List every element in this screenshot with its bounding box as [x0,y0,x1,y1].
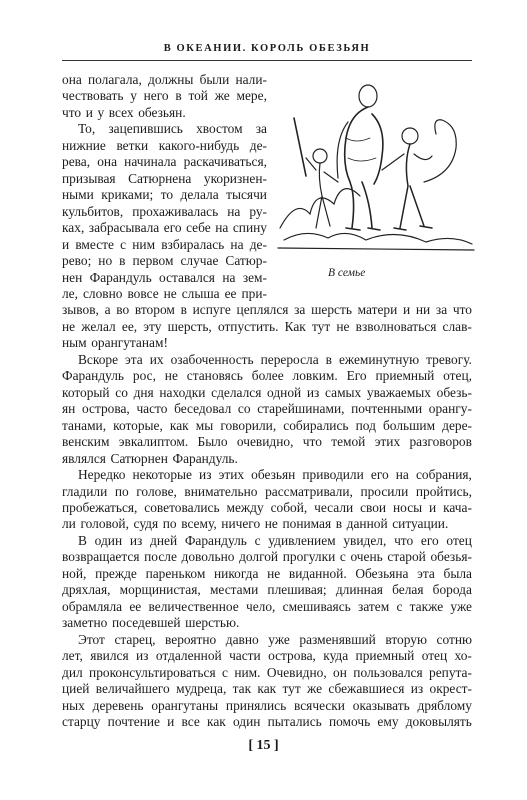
text-line: зывов, а во втором в испуге цеплялся за шерсть матери и ни за что [62,302,472,318]
running-header: В ОКЕАНИИ. КОРОЛЬ ОБЕЗЬЯН [163,43,371,54]
text-line: ян острова, часто беседовал со старейшинами, почтенными орангу- [62,401,472,417]
text-line: В один из дней Фарандуль с удивлением увидел, что его отец [78,532,472,548]
text-line: рево; но в первом случае Сатюр- [62,253,267,269]
text-line: нижние ветки какого-нибудь де- [62,137,267,153]
text-line: Этот старец, вероятно давно уже разменявший вторую сотню [78,631,472,647]
text-line: обрамляла ее величественное чело, смешиваясь затем с также уже [62,598,472,614]
text-line: Нередко некоторые из этих обезьян приводили его на собрания, [78,467,472,483]
page-number: [ 15 ] [248,738,279,753]
text-line: ли головой, судя по всему, ничего не понимая в данной ситуации. [62,516,449,532]
text-line: который со дня находки сделался одной из самых уважаемых обезь- [62,384,472,400]
monkeys-family-illustration [276,78,476,258]
text-line: кульбитов, прохаживалась на ру- [62,203,267,219]
text-line: заметно поседевшей шерстью. [62,615,240,631]
text-line: ле, словно вовсе не слыша ее при- [62,286,267,301]
text-line: дряхлая, морщинистая, местами плешивая; длинная белая борода [62,582,472,598]
text-line: танами, которые, как мы говорили, собирались под большим дере- [62,417,472,433]
text-line: старцу почтение и все как один пытались помочь ему доковылять [62,714,472,729]
text-line: цией величайшего мудреца, так как тут же сбежавшиеся из окрест- [62,681,472,697]
illustration-caption: В семье [328,267,366,279]
text-line: гладили по голове, внимательно рассматривали, просили пройтись, [62,483,472,499]
text-line: венским эвкалиптом. Было очевидно, что темой этих разговоров [62,434,472,450]
text-line: ной, прежде пареньком никогда не виданной. Обезьяна эта была [62,565,472,581]
text-line: ным орангутанам! [62,335,168,351]
text-line: лет, явился из отдаленной части острова, куда приемный отец хо- [62,648,472,664]
text-line: она полагала, должны были нали- [62,72,267,87]
header-rule [62,60,472,61]
text-line: рева, она начинала раскачиваться, [62,154,267,170]
text-line: что и у всех обезьян. [62,104,186,120]
text-line: являлся Сатюрнен Фарандуль. [62,450,238,466]
text-line: ными криками; то делала тысячи [62,187,267,203]
text-line: и вместе с ним взбиралась на де- [62,236,267,252]
text-line: Вскоре эта их озабоченность переросла в ежеминутную тревогу. [78,351,472,367]
text-line: дил проконсультироваться с ним. Очевидно, он пользовался репута- [62,664,472,680]
text-line: чествовать у него в той же мере, [62,88,267,104]
text-line: не желал ее, эту шерсть, отпустить. Как тут не взволноваться слав- [62,318,472,334]
text-line: призывая Сатюрнена укоризнен- [62,170,267,186]
text-line: То, зацепившись хвостом за [78,121,267,137]
text-line: пробежаться, советовались между собой, чесали свои носы и кача- [62,500,472,515]
text-line: нен Фарандуль оставался на зем- [62,269,267,285]
text-line: ных деревень орангутаны принялись всячески оказывать дряблому [62,697,472,713]
text-line: возвращается после довольно долгой прогулки с очень старой обезья- [62,549,472,565]
text-line: Фарандуль рос, не становясь более ловким. Его приемный отец, [62,368,472,384]
text-line: ках, забрасывала его себе на спину [62,220,267,236]
